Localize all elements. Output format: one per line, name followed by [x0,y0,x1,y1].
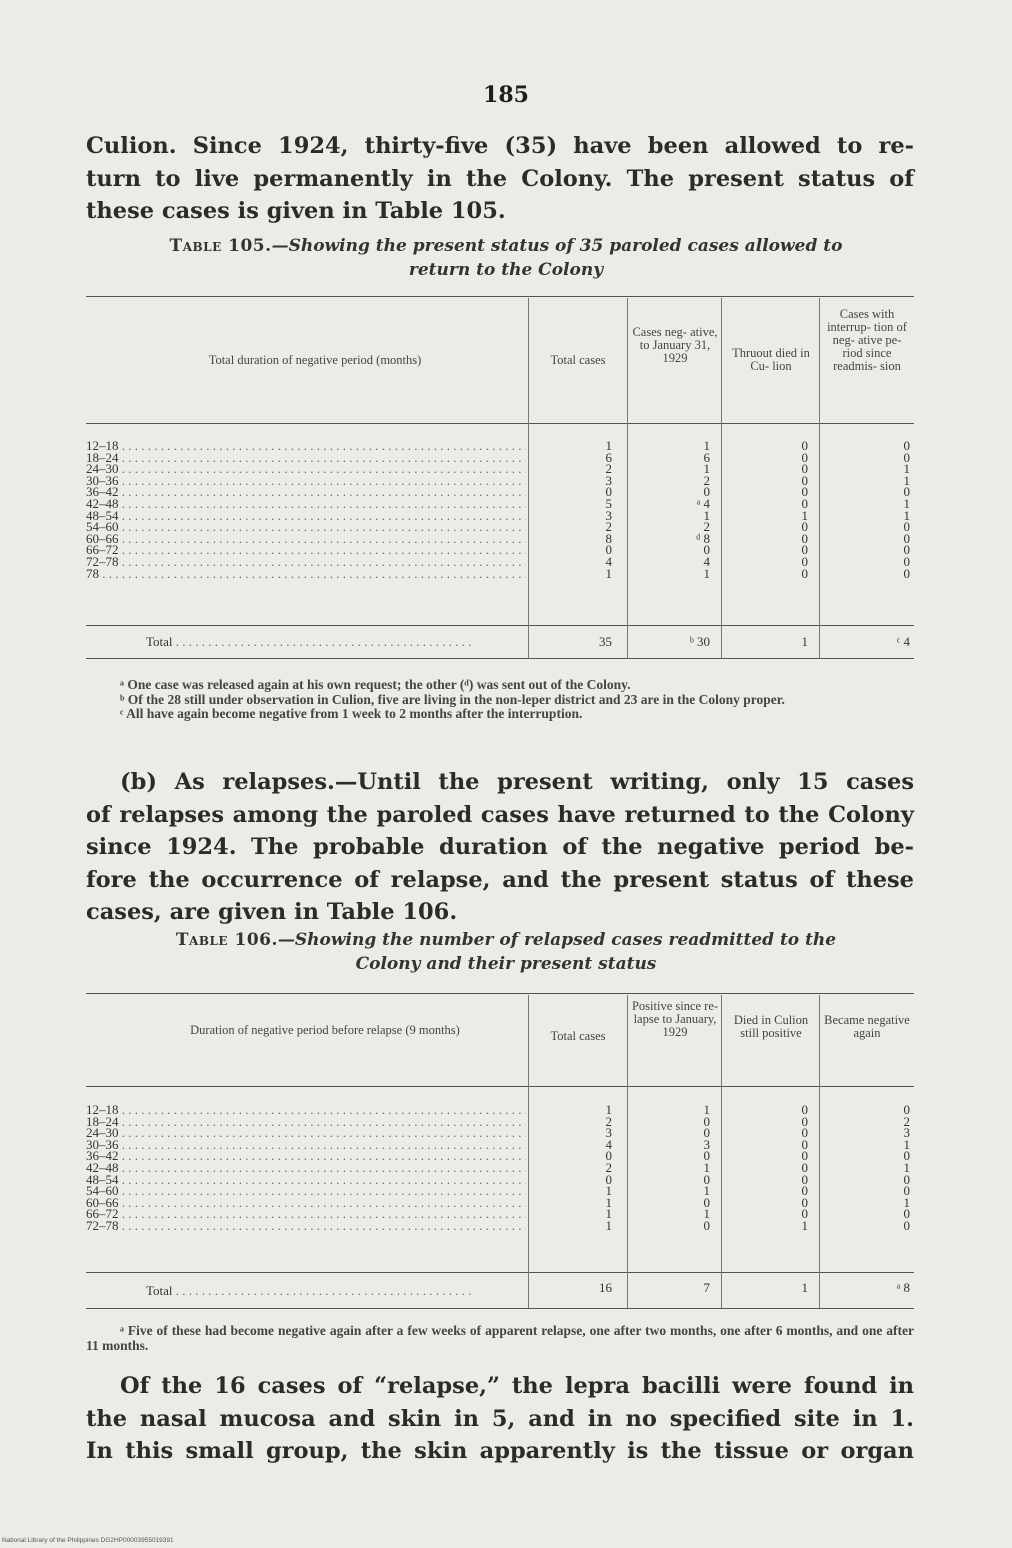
table-cell: 0 [703,1125,710,1141]
table-cell: 0 [903,1206,910,1222]
table106-header-died: Died in Culion still positive [733,1013,809,1040]
table-cell: 0 [903,542,910,558]
table-row: 24–30 . . . [86,463,526,475]
table-cell: 3 [903,1125,910,1141]
table-cell: 0 [801,1194,808,1210]
table-row: 54–60 . . . [86,521,526,533]
table-cell: 0 [801,1206,808,1222]
table106-caption-line2: Colony and their present status [355,954,657,974]
table-cell: 1 [703,565,710,581]
table-cell: 1 [703,1183,710,1199]
table-row: 42–48 . . . [86,498,526,510]
table106-negative-column [860,1104,910,1232]
table106-header-period: Duration of negative period before relapse (9 months) [190,1023,460,1037]
table-row: 72–78 . . . [86,556,526,568]
table-cell: 0 [801,1102,808,1117]
table-cell: 5 [605,495,612,511]
table106-header-total: Total cases [550,1029,606,1043]
table105-label: Table 105. [169,236,272,256]
closing-line: Of the 16 cases of “relapse,” the lepra bacilli were found in [120,1373,914,1399]
table-cell: 0 [801,1171,808,1187]
table-cell: 0 [903,519,910,535]
table-cell: 1 [903,461,910,477]
table105-caption-line2: return to the Colony [408,260,604,280]
table-cell: 1 [903,472,910,488]
table-cell: 0 [801,1136,808,1152]
table-cell: 0 [801,542,808,558]
relapse-line: (b) As relapses.—Until the present writing, only 15 cases [120,769,914,795]
table105-total-label: Total . . . [146,634,526,650]
table-cell: 1 [903,1194,910,1210]
table105-total-negative: ᵇ 30 [689,634,710,649]
table-cell: 0 [801,484,808,500]
table106-total-total: 16 [599,1280,612,1295]
table105-header-period: Total duration of negative period (months) [208,353,422,367]
table-cell: 1 [605,1194,612,1210]
footer-credit: National Library of the Philippines DG2HP00003955019391 [2,1537,174,1544]
closing-paragraph [86,1370,914,1468]
table-cell: 0 [903,565,910,581]
table-cell: 0 [801,449,808,465]
table-cell: 0 [605,484,612,500]
table-row: 66–72 . . . [86,1208,526,1220]
table105-total-column [560,440,612,579]
intro-line: Culion. Since 1924, thirty-five (35) have been allowed to re- [86,133,914,159]
table105-period-column [86,440,526,579]
table-cell: 1 [605,1183,612,1199]
relapse-line: since 1924. The probable duration of the negative period be- [86,834,914,860]
table-cell: 0 [703,1217,710,1233]
table106-footnotes [86,1324,914,1353]
table-cell: 1 [605,1102,612,1117]
table-cell: 0 [605,1171,612,1187]
table-cell: 1 [801,1217,808,1233]
table105-total-total: 35 [599,634,612,649]
table-cell: 3 [605,472,612,488]
table-cell: 0 [801,1125,808,1141]
table-cell: 2 [903,1113,910,1129]
table106-period-column [86,1104,526,1232]
table105-header-died: Thruout died in Cu- lion [732,346,810,373]
table-cell: 0 [801,495,808,511]
table-cell: 1 [605,565,612,581]
table-cell: 1 [903,495,910,511]
table-cell: 0 [703,542,710,558]
table-cell: 0 [903,1183,910,1199]
table-cell: 3 [605,507,612,523]
table-row: 36–42 . . . [86,1150,526,1162]
table-cell: 1 [605,1206,612,1222]
table106-died-column [760,1104,808,1232]
table-cell: 3 [605,1125,612,1141]
table-cell: 0 [903,1171,910,1187]
closing-line: the nasal mucosa and skin in 5, and in no specified site in 1. [86,1405,914,1432]
table105-total-interrupted: ᶜ 4 [896,634,910,649]
table-cell: 0 [801,438,808,453]
table-cell: 1 [703,1159,710,1175]
table-row: 66–72 . . . [86,544,526,556]
table-cell: 4 [703,553,710,569]
relapse-line: of relapses among the paroled cases have returned to the Colony [86,801,914,828]
table-cell: 1 [703,1102,710,1117]
table-cell: 0 [801,1113,808,1129]
table106-caption-line1: —Showing the number of relapsed cases readmitted to the [277,930,837,950]
table-cell: 8 [605,530,612,546]
table-cell: 2 [703,472,710,488]
table105-negative-column [650,440,710,579]
table-cell: 4 [605,553,612,569]
table106-label: Table 106. [175,930,278,950]
table-cell: 0 [801,553,808,569]
table-cell: 1 [605,1217,612,1233]
intro-line: turn to live permanently in the Colony. The present status of [86,165,914,192]
footnote: ᵃ Five of these had become negative again after a few weeks of apparent relapse, one after two months, one after 6 months, and one after 11 months. [86,1323,914,1353]
page-number: 185 [483,82,529,108]
table-row: 42–48 . . . [86,1162,526,1174]
table-cell: 6 [605,449,612,465]
table106-caption [96,928,916,976]
table-cell: 1 [903,507,910,523]
table-cell: 0 [903,1148,910,1164]
table-row: 30–36 . . . [86,1139,526,1151]
table106-total-negative: ᵃ 8 [896,1280,910,1295]
table-cell: 0 [703,1194,710,1210]
table-cell: 1 [703,461,710,477]
table-row: 72–78 . . . [86,1220,526,1232]
table-cell: 0 [703,1113,710,1129]
table-row: 48–54 . . . [86,1174,526,1186]
table-row: 12–18 . . . [86,1104,526,1116]
table105-header-negative: Cases neg- ative, to January 31, 1929 [632,325,718,365]
table-cell: 2 [605,461,612,477]
table105-interrupted-column [860,440,910,579]
table-cell: 1 [703,507,710,523]
table-cell: 0 [703,1148,710,1164]
table106-total-positive: 7 [703,1280,710,1295]
table106-positive-column [660,1104,710,1232]
table105-caption [96,234,916,282]
intro-line: these cases is given in Table 105. [86,198,506,224]
table106-total-column [560,1104,612,1232]
table-cell: 3 [703,1136,710,1152]
table-cell: 0 [801,530,808,546]
intro-paragraph [86,130,914,228]
table-cell: ᵈ 8 [696,530,710,546]
table-row: 78 . . . [86,568,526,580]
table-cell: 2 [605,1159,612,1175]
table-cell: 6 [703,449,710,465]
relapse-paragraph [86,766,914,929]
table-row: 54–60 . . . [86,1185,526,1197]
table-cell: 0 [605,1148,612,1164]
table-row: 60–66 . . . [86,1197,526,1209]
table106-total-died: 1 [801,1280,808,1295]
table105-header-interrupted: Cases with interrup- tion of neg- ative pe- riod since readmis- sion [827,307,907,373]
table105-header-total: Total cases [550,353,606,367]
table105-footnotes [86,678,914,722]
table-cell: 0 [903,1102,910,1117]
footnote: ᵇ Of the 28 still under observation in Culion, five are living in the non-leper district and 23 are in the Colony proper. [120,691,785,707]
table-cell: 0 [801,1183,808,1199]
table106-header-negative: Became negative again [824,1013,910,1040]
table-cell: 0 [703,484,710,500]
table-cell: 0 [703,1171,710,1187]
table105-died-column [760,440,808,579]
table-row: 24–30 . . . [86,1127,526,1139]
table-cell: 0 [801,472,808,488]
relapse-line: cases, are given in Table 106. [86,899,458,925]
table105-caption-line1: —Showing the present status of 35 paroled cases allowed to [271,236,843,256]
table-row: 30–36 . . . [86,475,526,487]
table-cell: 0 [903,553,910,569]
table-cell: 1 [801,507,808,523]
table-cell: 0 [801,1148,808,1164]
table-cell: 1 [903,1159,910,1175]
table106-header-positive: Positive since re- lapse to January, 1929 [631,999,719,1039]
table-cell: 0 [903,438,910,453]
table-cell: 2 [703,519,710,535]
table-cell: 4 [605,1136,612,1152]
table-cell: 0 [801,1159,808,1175]
table-cell: 1 [903,1136,910,1152]
relapse-line: fore the occurrence of relapse, and the present status of these [86,866,914,893]
table-row: 12–18 . . . [86,440,526,452]
table-row: 60–66 . . . [86,533,526,545]
table105-total-died: 1 [801,634,808,649]
table-row: 36–42 . . . [86,486,526,498]
table-row: 18–24 . . . [86,452,526,464]
footnote: ᵃ One case was released again at his own request; the other (ᵈ) was sent out of the Colony. [120,677,631,692]
closing-line: In this small group, the skin apparently is the tissue or organ [86,1438,914,1464]
table-cell: 0 [605,542,612,558]
table-cell: 0 [903,484,910,500]
table-cell: 0 [801,519,808,535]
table-cell: 0 [903,1217,910,1233]
table-cell: 0 [903,530,910,546]
table-cell: 1 [605,438,612,453]
table-cell: 2 [605,519,612,535]
table-cell: 2 [605,1113,612,1129]
table-cell: 1 [703,438,710,453]
table-cell: 0 [801,461,808,477]
table-row: 48–54 . . . [86,510,526,522]
table-cell: ᵃ 4 [696,495,710,511]
table-row: 18–24 . . . [86,1116,526,1128]
footnote: ᶜ All have again become negative from 1 week to 2 months after the interruption. [120,706,583,721]
table-cell: 0 [903,449,910,465]
table106-total-label: Total . . . [146,1283,526,1299]
table-cell: 1 [703,1206,710,1222]
table-cell: 0 [801,565,808,581]
